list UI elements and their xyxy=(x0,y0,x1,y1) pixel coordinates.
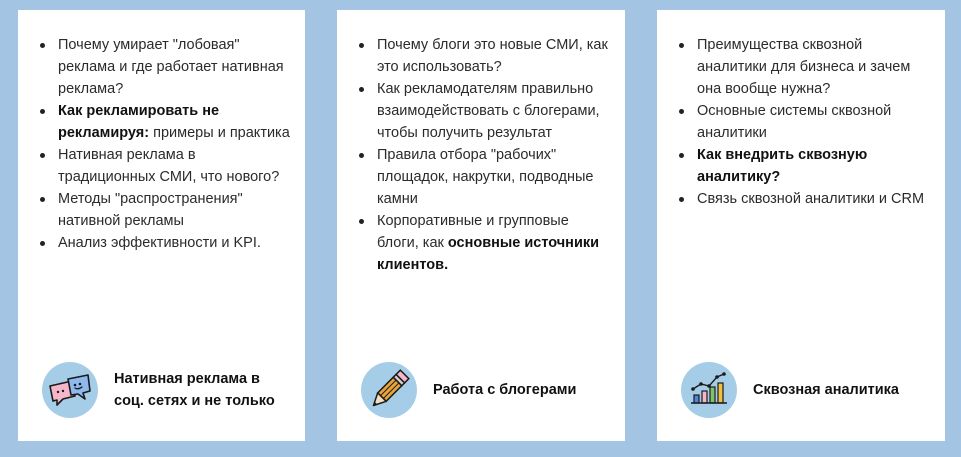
card-footer xyxy=(361,362,613,418)
list-item: Правила отбора "рабочих" площадок, накрутки, подводные камни xyxy=(337,144,611,210)
list-item: Как рекламодателям правильно взаимодействовать с блогерами, чтобы получить результат xyxy=(337,78,611,144)
list-item: Почему умирает "лобовая" реклама и где работает нативная реклама? xyxy=(18,34,291,100)
card-title: Сквозная аналитика xyxy=(753,382,899,398)
list-item: Основные системы сквозной аналитики xyxy=(657,100,931,144)
list-item: Анализ эффективности и KPI. xyxy=(18,232,291,254)
list-item: Связь сквозной аналитики и CRM xyxy=(657,188,931,210)
topic-card-native-ads xyxy=(18,10,305,441)
list-item: Методы "распространения" нативной рекламы xyxy=(18,188,291,232)
topic-card-analytics xyxy=(657,10,945,441)
list-item: Нативная реклама в традиционных СМИ, что нового? xyxy=(18,144,291,188)
card-title: Работа с блогерами xyxy=(433,382,577,398)
card-footer xyxy=(42,362,293,418)
list-item: Корпоративные и групповые блоги, как основные источники клиентов. xyxy=(337,210,611,276)
topic-card-bloggers xyxy=(337,10,625,441)
list-item: Почему блоги это новые СМИ, как это использовать? xyxy=(337,34,611,78)
analytics-chart-icon xyxy=(681,362,737,418)
topic-list xyxy=(337,34,611,276)
list-item: Как внедрить сквозную аналитику? xyxy=(657,144,931,188)
list-item: Как рекламировать не рекламируя: примеры и практика xyxy=(18,100,291,144)
card-title: Нативная реклама в соц. сетях и не только xyxy=(114,371,275,409)
topic-list xyxy=(18,34,291,254)
pencil-icon xyxy=(361,362,417,418)
card-footer xyxy=(681,362,933,418)
chat-bubbles-icon xyxy=(42,362,98,418)
list-item: Преимущества сквозной аналитики для бизнеса и зачем она вообще нужна? xyxy=(657,34,931,100)
topic-list xyxy=(657,34,931,210)
